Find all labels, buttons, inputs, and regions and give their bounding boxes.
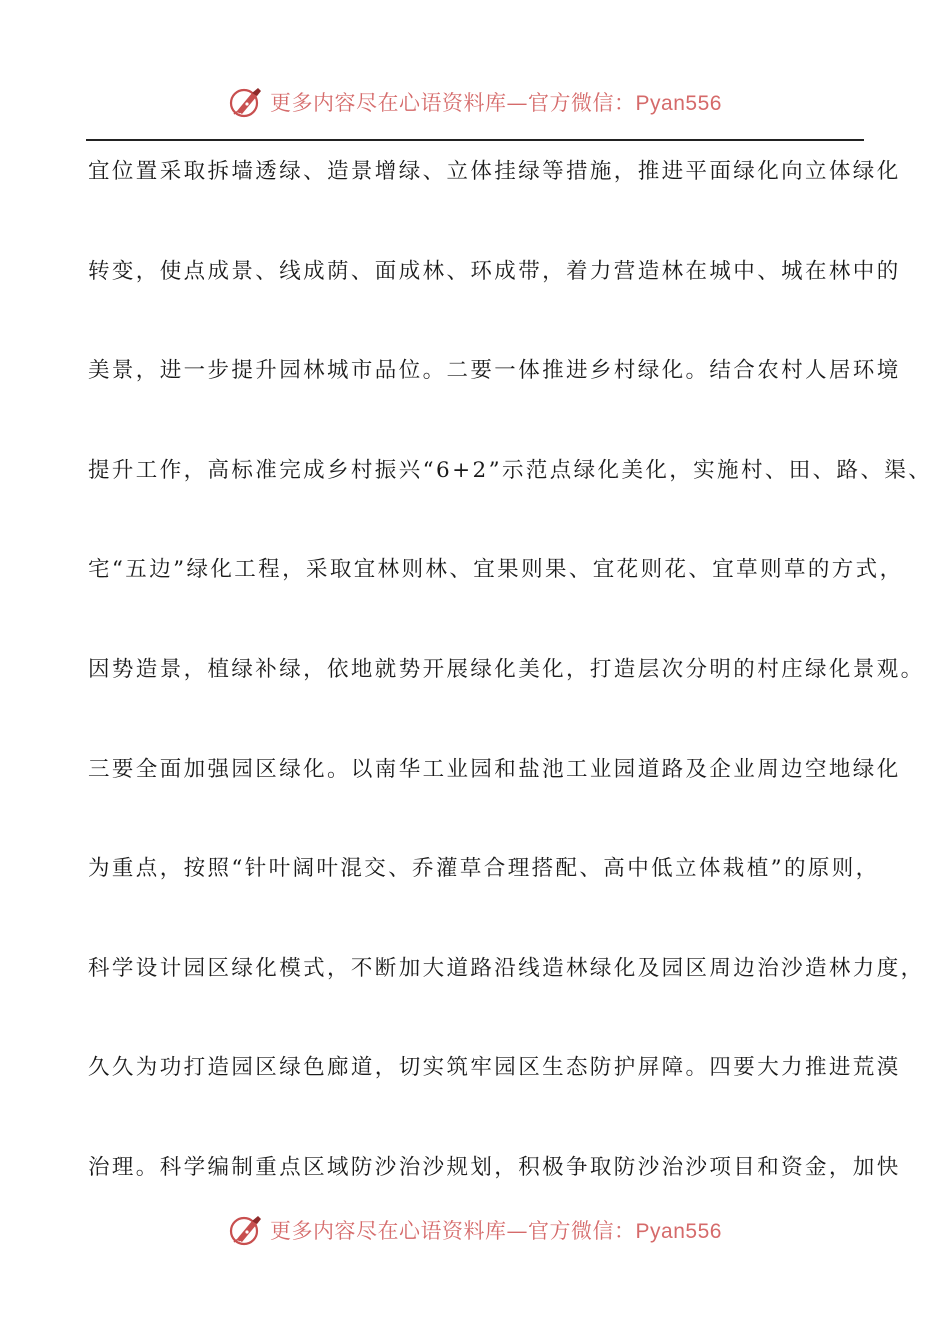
body-line: 三要全面加强园区绿化。以南华工业园和盐池工业园道路及企业周边空地绿化: [88, 756, 901, 782]
body-line: 转变，使点成景、线成荫、面成林、环成带，着力营造林在城中、城在林中的: [88, 258, 901, 284]
body-line: 久久为功打造园区绿色廊道，切实筑牢园区生态防护屏障。四要大力推进荒漠: [88, 1055, 901, 1081]
wechat-id: Pyan556: [635, 92, 722, 115]
watermark-text: 更多内容尽在心语资料库—官方微信：Pyan556: [270, 91, 722, 115]
body-line: 治理。科学编制重点区域防沙治沙规划，积极争取防沙治沙项目和资金，加快: [88, 1154, 901, 1180]
watermark-text: 更多内容尽在心语资料库—官方微信：Pyan556: [270, 1219, 722, 1243]
header-divider: [86, 139, 864, 141]
body-line: 提升工作，高标准完成乡村振兴“6+2”示范点绿化美化，实施村、田、路、渠、: [88, 457, 933, 483]
wechat-id: Pyan556: [635, 1220, 722, 1243]
body-line: 科学设计园区绿化模式，不断加大道路沿线造林绿化及园区周边治沙造林力度，: [88, 955, 925, 981]
pen-nib-circle-logo-icon: [228, 1212, 264, 1248]
document-body: [88, 150, 933, 1246]
footer-watermark: [0, 1210, 950, 1250]
body-line: 宅“五边”绿化工程，采取宜林则林、宜果则果、宜花则花、宜草则草的方式，: [88, 557, 904, 583]
body-line: 美景，进一步提升园林城市品位。二要一体推进乡村绿化。结合农村人居环境: [88, 358, 901, 384]
header-watermark: [0, 82, 950, 122]
body-line: 宜位置采取拆墙透绿、造景增绿、立体挂绿等措施，推进平面绿化向立体绿化: [88, 159, 901, 184]
body-line: 为重点，按照“针叶阔叶混交、乔灌草合理搭配、高中低立体栽植”的原则，: [88, 856, 880, 882]
pen-nib-circle-logo-icon: [228, 84, 264, 120]
body-line: 因势造景，植绿补绿，依地就势开展绿化美化，打造层次分明的村庄绿化景观。: [88, 656, 925, 682]
